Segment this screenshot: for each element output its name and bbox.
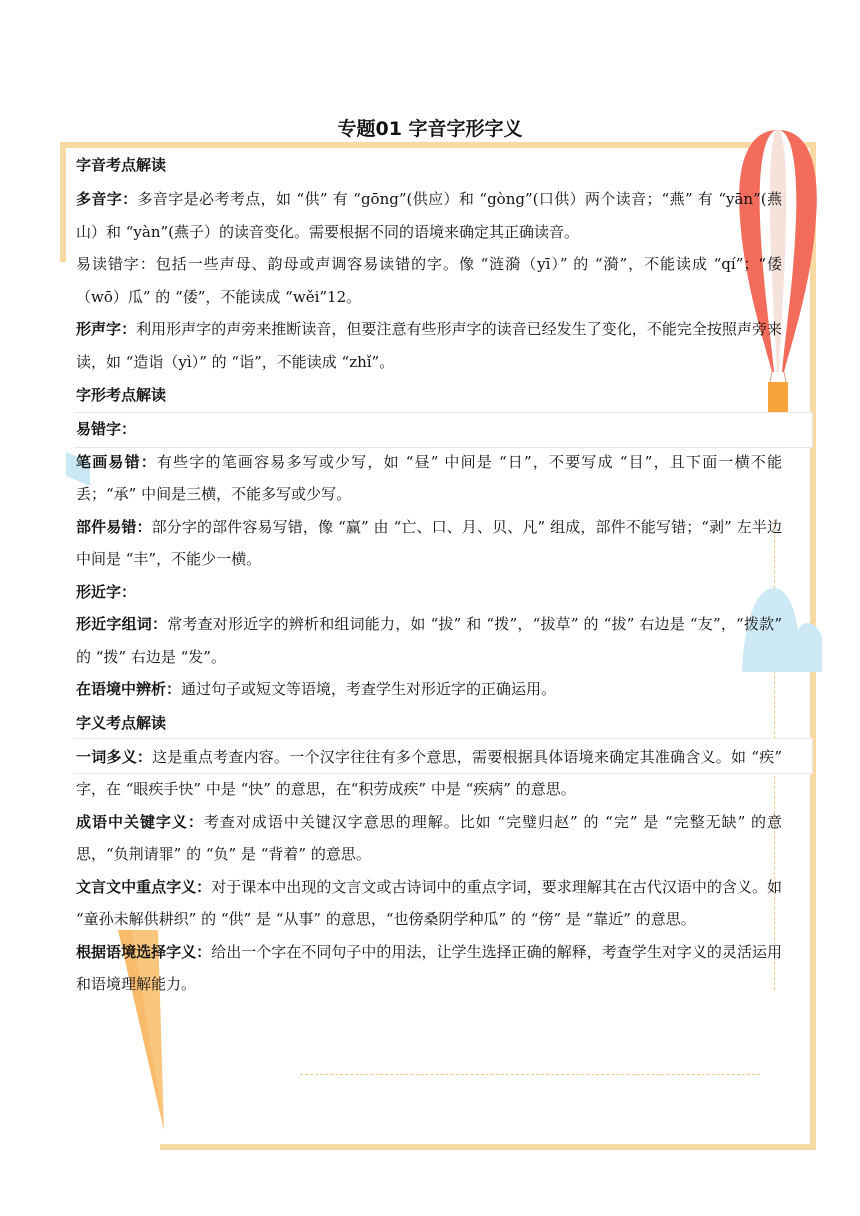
paragraph xyxy=(76,511,782,576)
paragraph-text: 考查对成语中关键汉字意思的理解。比如 “完璧归赵” 的 “完” 是 “完整无缺” 的意思，“负荆请罪” 的 “负” 是 “背着” 的意思。 xyxy=(76,812,782,863)
paragraph xyxy=(76,248,782,313)
paragraph-text: 这是重点考查内容。一个汉字往往有多个意思，需要根据具体语境来确定其准确含义。如 “疾” 字，在 “眼疾手快” 中是 “快” 的意思，在“积劳成疾” 中是 “疾病” 的意思。 xyxy=(76,747,782,798)
paragraph xyxy=(76,741,782,806)
paragraph xyxy=(76,183,782,248)
term-label: 部件易错： xyxy=(76,517,152,536)
term-label: 笔画易错： xyxy=(76,452,157,471)
frame-bottom-border xyxy=(160,1144,816,1150)
term-label: 一词多义： xyxy=(76,747,153,766)
paragraph-text: 利用形声字的声旁来推断读音，但要注意有些形声字的读音已经发生了变化，不能完全按照声旁来读，如 “造诣（yì）” 的 “诣”，不能读成 “zhǐ”。 xyxy=(76,320,782,371)
paragraph-text: 易读错字：包括一些声母、韵母或声调容易读错的字。像 “涟漪（yī）” 的 “漪”，不能读成 “qí”；“倭（wō）瓜” 的 “倭”，不能读成 “wěi”12。 xyxy=(76,255,782,306)
paragraph-text: 常考查对形近字的辨析和组词能力，如 “拔” 和 “拨”，“拔草” 的 “拔” 右边是 “友”，“拨款” 的 “拨” 右边是 “发”。 xyxy=(76,615,782,666)
paragraph-text: 对于课本中出现的文言文或古诗词中的重点字词，要求理解其在古代汉语中的含义。如 “童孙未解供耕织” 的 “供” 是 “从事” 的意思，“也傍桑阴学种瓜” 的 “傍” 是 “靠近” 的意思。 xyxy=(76,877,782,928)
term-label: 成语中关键字义： xyxy=(76,812,204,831)
paragraph xyxy=(76,936,782,1001)
section-heading: 字义考点解读 xyxy=(76,713,167,732)
term-label: 形声字： xyxy=(76,320,137,338)
term-label: 形近字组词： xyxy=(76,615,168,633)
term-label: 多音字： xyxy=(76,190,138,208)
paragraph-text: 给出一个字在不同句子中的用法，让学生选择正确的解释，考查学生对字义的灵活运用和语境理解能力。 xyxy=(76,942,782,993)
document-title: 专题01 字音字形字义 xyxy=(337,118,523,140)
paragraph-text: 部分字的部件容易写错，像 “赢” 由 “亡、口、月、贝、凡” 组成，部件不能写错；“剥” 左半边中间是 “丰”，不能少一横。 xyxy=(76,517,782,568)
paragraph xyxy=(76,446,782,511)
section-heading: 字音考点解读 xyxy=(76,156,167,174)
dashed-line-bottom xyxy=(300,1074,760,1075)
paragraph xyxy=(76,871,782,936)
document-body xyxy=(76,148,782,1001)
paragraph-text: 通过句子或短文等语境，考查学生对形近字的正确运用。 xyxy=(181,680,557,698)
term-label: 形近字： xyxy=(76,582,137,601)
paragraph xyxy=(76,673,782,706)
paragraph xyxy=(76,608,782,673)
paragraph xyxy=(76,576,782,609)
term-label: 易错字： xyxy=(76,420,137,438)
paragraph xyxy=(76,806,782,871)
term-label: 根据语境选择字义： xyxy=(76,942,212,961)
paragraph-text: 多音字是必考考点，如 “供” 有 “gōng”(供应）和 “gòng”(口供）两个读音；“燕” 有 “yān”(燕山）和 “yàn”(燕子）的读音变化。需要根据不同的语境来确定其正确读音。 xyxy=(76,190,782,241)
section-heading: 字形考点解读 xyxy=(76,386,167,404)
paragraph xyxy=(76,313,782,378)
term-label: 在语境中辨析： xyxy=(76,680,182,698)
term-label: 文言文中重点字义： xyxy=(76,877,212,896)
paragraph xyxy=(76,413,782,446)
paragraph-text: 有些字的笔画容易多写或少写，如 “昼” 中间是 “日”，不要写成 “目”，且下面一横不能丢；“承” 中间是三横，不能多写或少写。 xyxy=(76,452,782,503)
frame-left-border xyxy=(60,142,66,262)
